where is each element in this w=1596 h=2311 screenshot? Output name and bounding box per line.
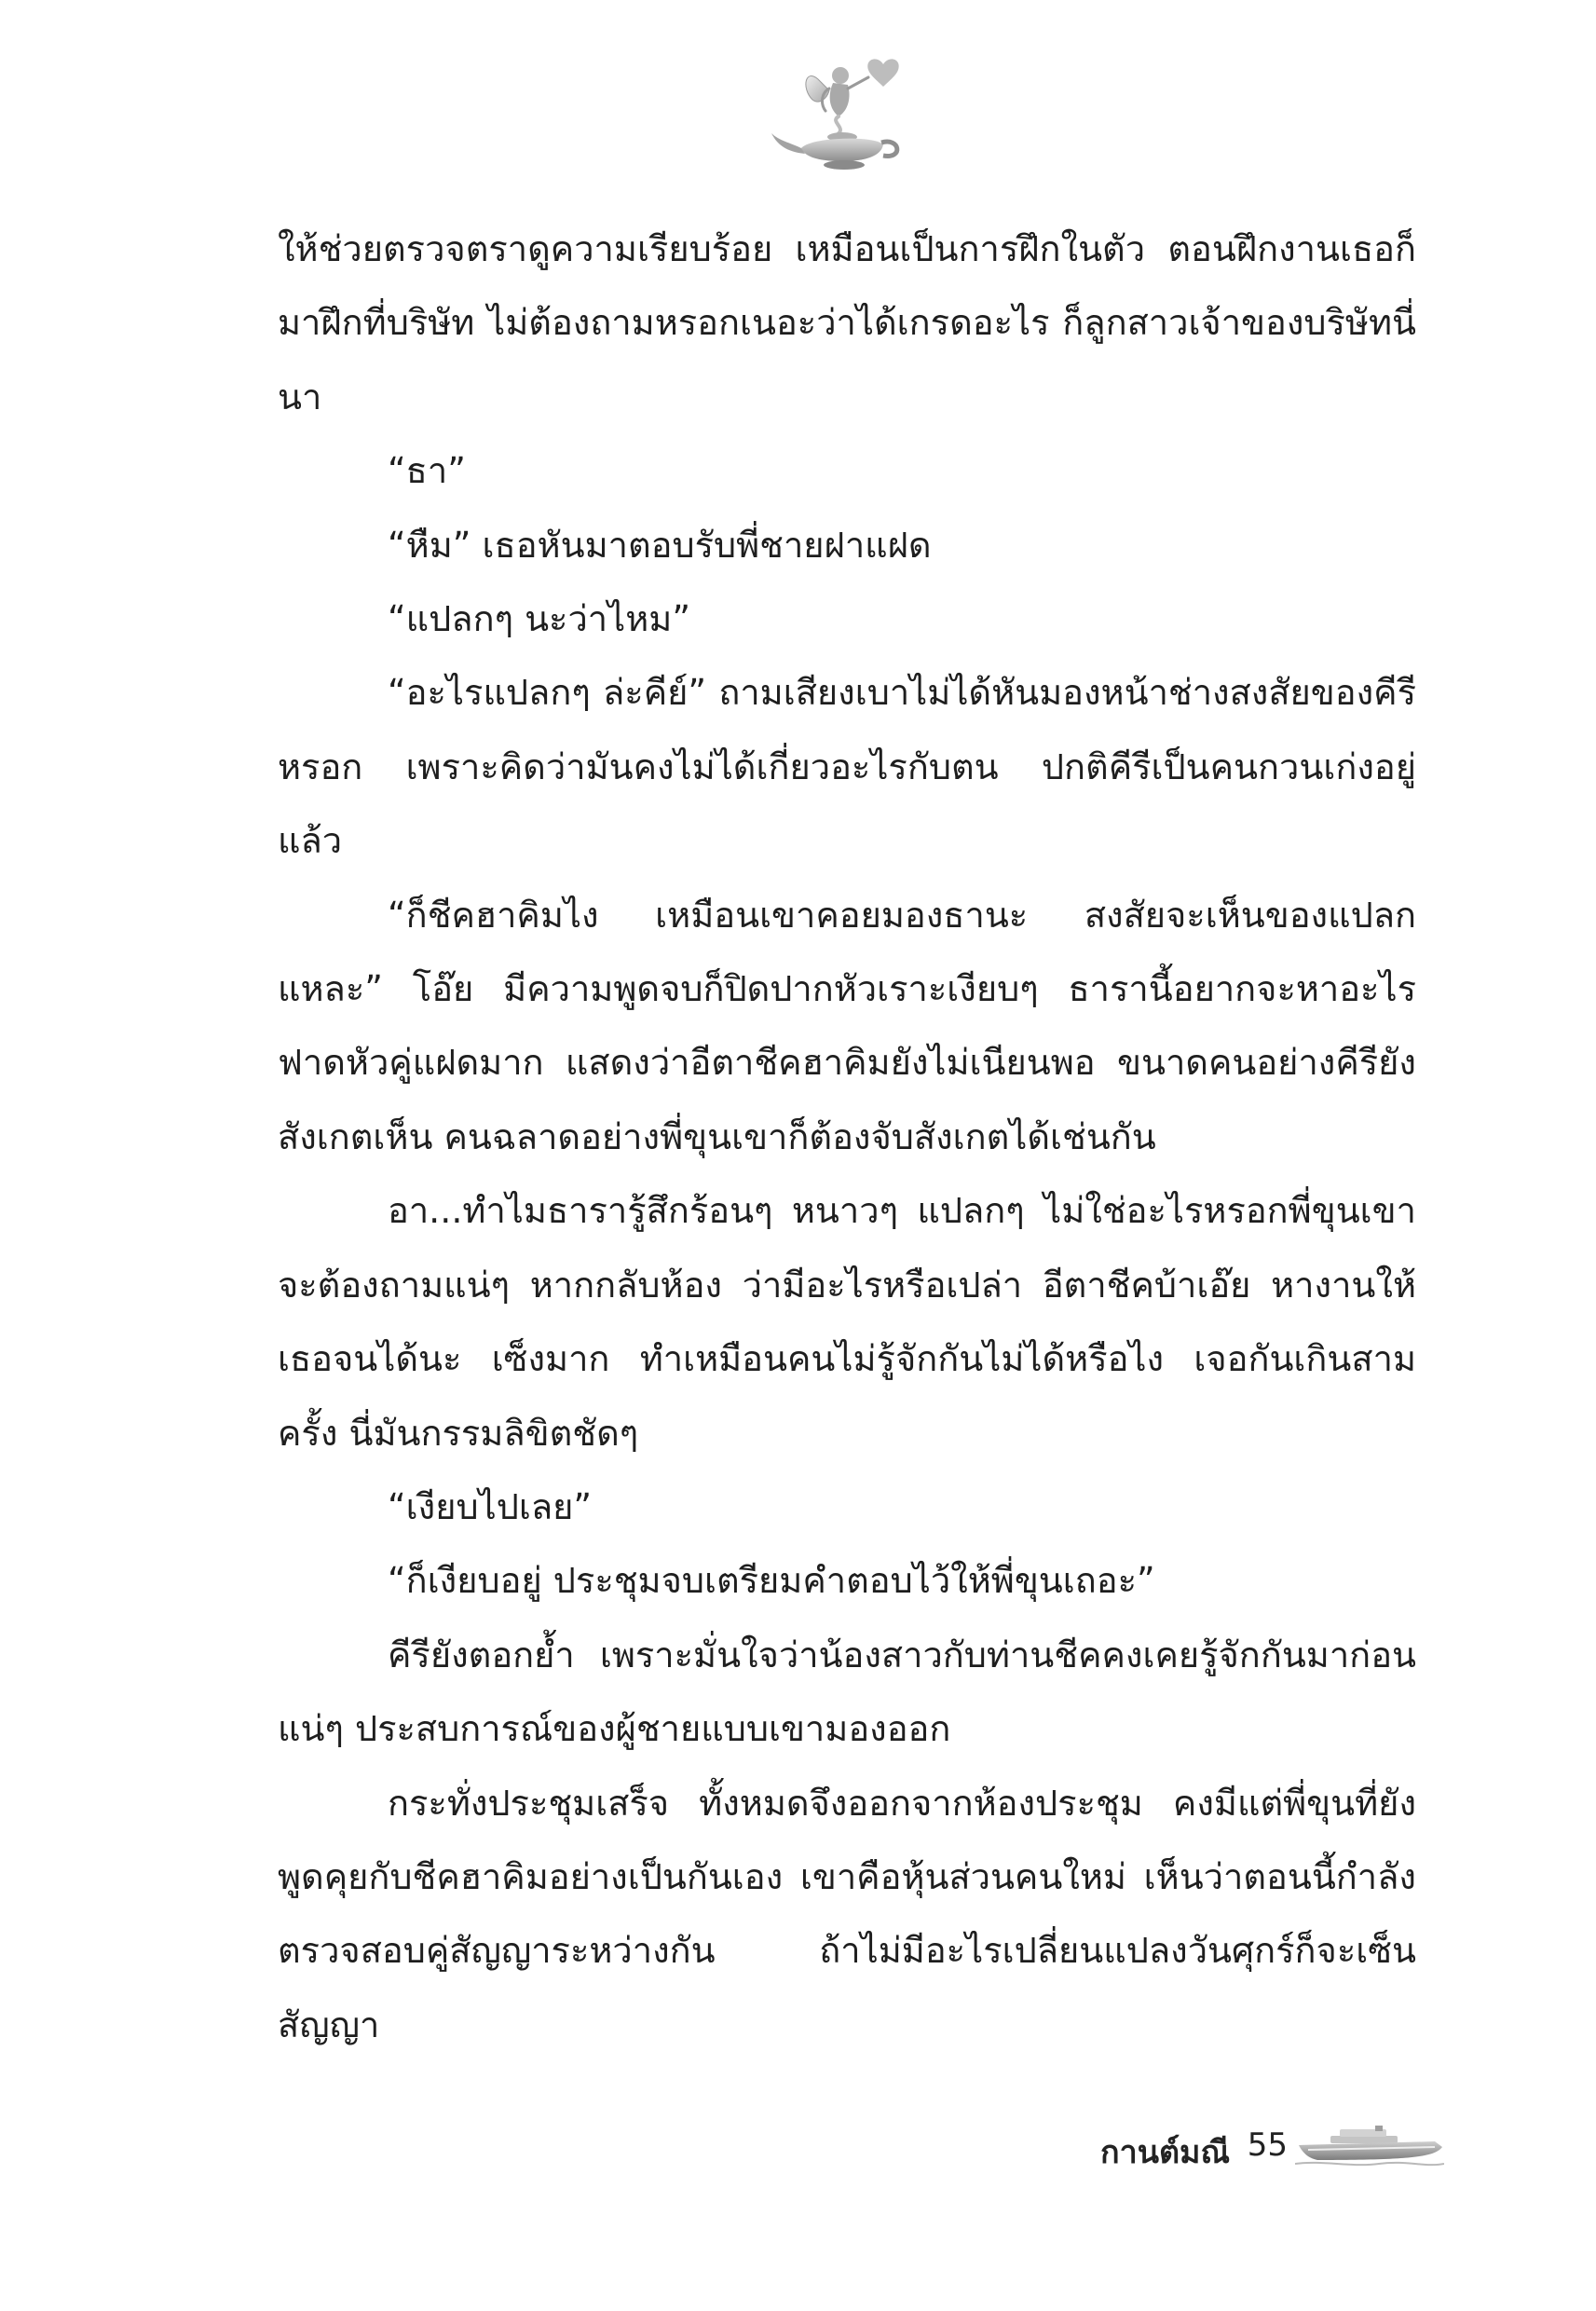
paragraph: “ก็ชีคฮาคิมไง เหมือนเขาคอยมองธานะ สงสัยจะเห็นของแปลกแหละ” โอ๊ย มีความพูดจบก็ปิดปากหัวเราะเงียบๆ ธารานี้อยากจะหาอะไรฟาดหัวคู่แฝดมาก แสดงว่าอีตาชีคฮาคิมยังไม่เนียนพอ ขนาดคนอย่างคีรียังสังเกตเห็น คนฉลาดอย่างพี่ขุนเขาก็ต้องจับสังเกตได้เช่นกัน xyxy=(278,894,1416,1157)
paragraph: อา...ทำไมธารารู้สึกร้อนๆ หนาวๆ แปลกๆ ไม่ใช่อะไรหรอกพี่ขุนเขาจะต้องถามแน่ๆ หากกลับห้อง ว่ามีอะไรหรือเปล่า อีตาชีคบ้าเอ๊ย หางานให้เธอจนได้นะ เซ็งมาก ทำเหมือนคนไม่รู้จักกันไม่ได้หรือไง เจอกันเกินสามครั้ง นี่มันกรรมลิขิตชัดๆ xyxy=(278,1190,1416,1454)
paragraph: กระทั่งประชุมเสร็จ ทั้งหมดจึงออกจากห้องประชุม คงมีแต่พี่ขุนที่ยังพูดคุยกับชีคฮาคิมอย่างเป็นกันเอง เขาคือหุ้นส่วนคนใหม่ เห็นว่าตอนนี้กำลังตรวจสอบคู่สัญญาระหว่างกัน ถ้าไม่มีอะไรเปลี่ยนแปลงวันศุกร์ก็จะเซ็นสัญญา xyxy=(278,1782,1416,2045)
page-footer xyxy=(978,2121,1444,2177)
paragraph: “อะไรแปลกๆ ล่ะคีย์” ถามเสียงเบาไม่ได้หันมองหน้าช่างสงสัยของคีรีหรอก เพราะคิดว่ามันคงไม่ได้เกี่ยวอะไรกับตน ปกติคีรีเป็นคนกวนเก่งอยู่แล้ว xyxy=(278,672,1416,862)
page-number: 55 xyxy=(1247,2126,1288,2164)
book-title: กานต์มณี xyxy=(1100,2134,1230,2171)
paragraph: “ก็เงียบอยู่ ประชุมจบเตรียมคำตอบไว้ให้พี่ขุนเถอะ” xyxy=(388,1560,1155,1602)
paragraph: คีรียังตอกย้ำ เพราะมั่นใจว่าน้องสาวกับท่านชีคคงเคยรู้จักกันมาก่อนแน่ๆ ประสบการณ์ของผู้ชายแบบเขามองออก xyxy=(278,1634,1416,1750)
paragraph: “หืม” เธอหันมาตอบรับพี่ชายฝาแฝด xyxy=(388,524,932,566)
paragraph: ให้ช่วยตรวจตราดูความเรียบร้อย เหมือนเป็นการฝึกในตัว ตอนฝึกงานเธอก็มาฝึกที่บริษัท ไม่ต้องถามหรอกเนอะว่าได้เกรดอะไร ก็ลูกสาวเจ้าของบริษัทนี่นา xyxy=(278,228,1416,417)
paragraph: “เงียบไปเลย” xyxy=(388,1485,593,1527)
cupid-genie-lamp-icon xyxy=(764,51,913,172)
body-text xyxy=(278,212,1416,2062)
paragraph: “แปลกๆ นะว่าไหม” xyxy=(388,598,691,640)
paragraph: “ธา” xyxy=(388,450,466,492)
cruise-ship-icon xyxy=(1295,2125,1444,2171)
